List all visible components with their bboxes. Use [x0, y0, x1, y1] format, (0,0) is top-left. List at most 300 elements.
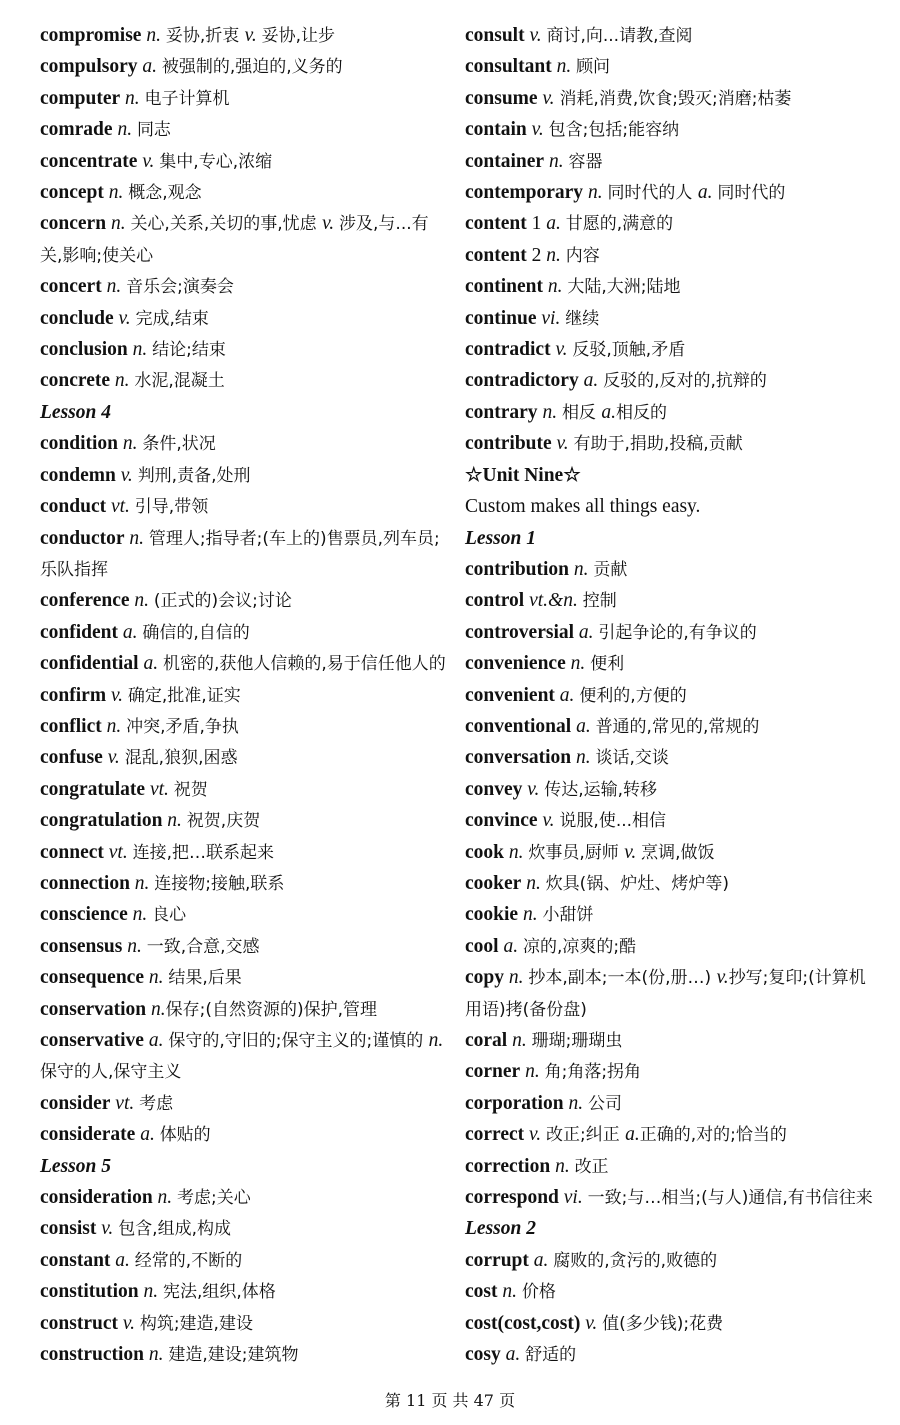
headword: consensus [40, 935, 123, 957]
headword: cookie [465, 904, 519, 926]
part-of-speech: n. [521, 872, 546, 894]
definition: 宪法,组织,体格 [162, 1282, 276, 1303]
vocab-entry [40, 899, 450, 930]
vocab-entry [40, 523, 450, 586]
vocab-entry [465, 240, 875, 271]
part-of-speech: n. [129, 590, 154, 612]
definition: 集中,专心,浓缩 [159, 151, 273, 172]
page-footer: 第 11 页 共 47 页 [384, 1391, 516, 1410]
headword: cool [465, 935, 499, 957]
headword: compromise [40, 25, 142, 46]
vocab-entry [40, 20, 450, 51]
vocab-entry [465, 554, 875, 585]
part-of-speech: n. [118, 433, 143, 455]
right-column [465, 20, 875, 1370]
vocab-entry [40, 1308, 450, 1339]
vocab-entry [40, 774, 450, 805]
headword: corner [465, 1061, 521, 1083]
sense-number: 2 [526, 244, 547, 266]
headword: connection [40, 872, 130, 894]
headword: compulsory [40, 56, 138, 78]
part-of-speech: vi. [536, 307, 566, 329]
definition: 炊事员,厨师 [528, 842, 625, 863]
part-of-speech: n. [141, 25, 166, 46]
vocab-entry [465, 1276, 875, 1307]
headword: cooker [465, 872, 522, 894]
definition: 包含,组成,构成 [118, 1219, 231, 1240]
lesson-text: Lesson 2 [465, 1218, 536, 1240]
definition: 良心 [152, 905, 187, 926]
part-of-speech: n. [504, 841, 529, 863]
part-of-speech: v. [524, 25, 547, 46]
headword: concern [40, 213, 107, 235]
headword: constant [40, 1249, 111, 1271]
definition: 腐败的,贪污的,败德的 [553, 1250, 718, 1271]
part-of-speech: v. [113, 307, 136, 329]
plain-text: Custom makes all things easy. [465, 496, 701, 518]
vocab-entry [40, 114, 450, 145]
definition: 炊具(锅、炉灶、烤炉等) [545, 873, 729, 894]
part-of-speech: n. [571, 747, 596, 769]
vocab-entry [465, 271, 875, 302]
definition: 改正 [574, 1156, 609, 1177]
part-of-speech: n. [544, 150, 569, 172]
vocab-entry [465, 648, 875, 679]
definition: 有助于,捐助,投稿,贡献 [573, 434, 743, 455]
vocab-entry [40, 680, 450, 711]
part-of-speech: n. [546, 244, 566, 266]
definition: 说服,使...相信 [559, 811, 667, 832]
vocab-entry [40, 303, 450, 334]
headword: corrupt [465, 1249, 529, 1271]
part-of-speech: a. [574, 621, 599, 643]
definition: 结果,后果 [168, 968, 242, 989]
definition: 水泥,混凝土 [134, 371, 225, 392]
headword: conscience [40, 904, 128, 926]
definition: 混乱,狼狈,困惑 [124, 748, 238, 769]
headword: consultant [465, 56, 552, 78]
vocab-entry [465, 20, 875, 51]
headword: confident [40, 621, 118, 643]
headword: consequence [40, 967, 144, 989]
vocab-entry [465, 83, 875, 114]
definition: 保守的,守旧的;保守主义的;谨慎的 [168, 1031, 429, 1051]
headword: consist [40, 1218, 97, 1240]
part-of-speech: n. [146, 998, 166, 1020]
part-of-speech: a. [110, 1249, 135, 1271]
part-of-speech: v. [322, 213, 340, 235]
headword: convince [465, 810, 538, 832]
vocab-entry [465, 680, 875, 711]
definition: 甘愿的,满意的 [565, 214, 674, 235]
vocab-entry [465, 962, 875, 1025]
part-of-speech: v. [524, 1124, 547, 1146]
definition: 连接物;接触,联系 [154, 873, 285, 894]
headword: contemporary [465, 182, 584, 204]
part-of-speech: n. [497, 1281, 522, 1303]
part-of-speech: v. [106, 684, 128, 706]
definition: 引起争论的,有争议的 [598, 622, 757, 643]
vocab-entry [465, 1182, 875, 1213]
vocab-entry [40, 994, 450, 1025]
definition: 一致,合意,交感 [146, 936, 260, 957]
vocab-entry [465, 742, 875, 773]
vocab-entry [40, 1339, 450, 1370]
headword: content [465, 244, 527, 266]
definition: 考虑 [139, 1093, 174, 1114]
part-of-speech: n. [144, 967, 169, 989]
unit-text: ☆Unit Nine☆ [465, 464, 581, 486]
part-of-speech: a. [601, 401, 616, 423]
headword: contain [465, 119, 527, 141]
vocab-entry [40, 1025, 450, 1088]
part-of-speech: n. [103, 182, 129, 204]
headword: correspond [465, 1187, 559, 1209]
vocab-entry [40, 177, 450, 208]
definition: 便利 [590, 654, 625, 675]
part-of-speech: a. [528, 1249, 554, 1271]
part-of-speech: n. [520, 1061, 545, 1083]
vocab-entry [40, 868, 450, 899]
definition: 连接,把…联系起来 [132, 842, 275, 863]
vocab-entry [40, 1182, 450, 1213]
vocab-entry [40, 711, 450, 742]
part-of-speech: n. [101, 276, 127, 298]
headword: consider [40, 1092, 111, 1114]
vocab-entry [40, 962, 450, 993]
headword: container [465, 150, 545, 172]
part-of-speech: n. [550, 1155, 575, 1177]
vocab-entry [465, 711, 875, 742]
lesson-text: Lesson 4 [40, 401, 111, 423]
vocab-entry [40, 1276, 450, 1307]
headword: computer [40, 87, 121, 109]
vocab-entry [465, 303, 875, 334]
definition: 小甜饼 [542, 905, 594, 926]
vocab-entry [465, 617, 875, 648]
definition: 妥协,让步 [261, 26, 336, 46]
part-of-speech: n. [563, 1092, 588, 1114]
part-of-speech: n. [129, 872, 155, 894]
headword: contradict [465, 339, 551, 361]
headword: coral [465, 1030, 508, 1051]
headword: contrary [465, 401, 538, 423]
part-of-speech: n. [144, 1344, 169, 1366]
vocab-entry [465, 1119, 875, 1150]
definition: 保存;(自然资源的)保护,管理 [165, 999, 378, 1020]
definition: 关心,关系,关切的事,忧虑 [130, 214, 323, 235]
vocab-entry [40, 931, 450, 962]
vocab-entry [465, 1025, 875, 1056]
vocab-entry [465, 177, 875, 208]
definition: 同时代的人 [607, 183, 698, 204]
lesson-heading [465, 523, 875, 554]
definition: 价格 [521, 1282, 556, 1303]
lesson-heading [465, 1213, 875, 1244]
headword: content [465, 213, 527, 235]
part-of-speech: n. [543, 276, 568, 298]
headword: constitution [40, 1281, 139, 1303]
headword: confirm [40, 684, 107, 706]
part-of-speech: a. [578, 370, 604, 392]
headword: congratulation [40, 810, 163, 832]
part-of-speech: a. [546, 213, 566, 235]
headword: correction [465, 1155, 551, 1177]
definition: 一致;与…相当;(与人)通信,有书信往来 [587, 1188, 873, 1209]
part-of-speech: n. [127, 339, 153, 361]
part-of-speech: n. [127, 904, 153, 926]
definition: 相反 [561, 402, 602, 423]
definition: 体贴的 [159, 1125, 211, 1146]
vocab-entry [40, 428, 450, 459]
vocab-entry [40, 83, 450, 114]
part-of-speech: a. [500, 1344, 526, 1366]
part-of-speech: n. [551, 56, 577, 78]
definition: 包含;包括;能容纳 [548, 120, 680, 141]
definition: 大陆,大洲;陆地 [567, 277, 681, 298]
vocab-entry [40, 742, 450, 773]
lesson-text: Lesson 5 [40, 1155, 111, 1177]
part-of-speech: a. [137, 56, 162, 78]
headword: consult [465, 25, 525, 46]
definition: 电子计算机 [144, 88, 230, 109]
vocab-entry [465, 365, 875, 396]
part-of-speech: v. [115, 464, 138, 486]
left-column [40, 20, 450, 1370]
vocab-entry [465, 334, 875, 365]
vocab-entry [465, 585, 875, 616]
definition: 凉的,凉爽的;酷 [522, 936, 637, 957]
part-of-speech: a. [498, 935, 523, 957]
definition: 普通的,常见的,常规的 [595, 716, 760, 737]
definition: 妥协,折衷 [165, 26, 245, 46]
part-of-speech: a. [118, 621, 143, 643]
part-of-speech: vt. [103, 841, 133, 863]
part-of-speech: v. [244, 25, 262, 46]
definition: 容器 [568, 151, 603, 172]
definition: 正确的,对的;恰当的 [639, 1125, 787, 1146]
definition: 顾问 [576, 57, 611, 78]
vocab-entry [40, 805, 450, 836]
definition: 控制 [582, 591, 617, 612]
vocab-entry [40, 146, 450, 177]
headword: connect [40, 841, 104, 863]
definition: 涉及,与...有关,影响;使关心 [40, 214, 429, 266]
definition: 舒适的 [525, 1345, 577, 1366]
definition: 构筑;建造,建设 [139, 1313, 253, 1334]
definition: 商讨,向...请教,查阅 [546, 26, 693, 46]
definition: 确信的,自信的 [142, 622, 250, 643]
part-of-speech: vi. [558, 1187, 588, 1209]
part-of-speech: v. [537, 810, 560, 832]
definition: 音乐会;演奏会 [126, 277, 234, 298]
headword: correct [465, 1124, 525, 1146]
headword: congratulate [40, 778, 146, 800]
vocab-entry [40, 491, 450, 522]
definition: 结论;结束 [152, 340, 226, 361]
headword: conclude [40, 307, 114, 329]
definition: 抄本,副本;一本(份,册…) [528, 968, 717, 989]
part-of-speech: n. [101, 715, 127, 737]
vocab-entry [40, 208, 450, 271]
definition: 管理人;指导者;(车上的)售票员,列车员;乐队指挥 [40, 528, 440, 580]
vocab-entry [40, 837, 450, 868]
part-of-speech: n. [428, 1030, 444, 1051]
definition: 祝贺 [173, 779, 208, 800]
headword: concert [40, 276, 102, 298]
part-of-speech: n. [138, 1281, 163, 1303]
definition: 建造,建设;建筑物 [168, 1345, 299, 1366]
headword: concept [40, 182, 104, 204]
vocab-entry [465, 51, 875, 82]
part-of-speech: v. [137, 150, 160, 172]
lesson-heading [40, 1151, 450, 1182]
headword: concentrate [40, 150, 138, 172]
definition: 烹调,做饭 [641, 842, 715, 863]
headword: construct [40, 1312, 118, 1334]
definition: 同志 [136, 120, 171, 141]
lesson-heading [40, 397, 450, 428]
part-of-speech: n. [507, 1030, 532, 1051]
definition: 内容 [565, 245, 600, 266]
part-of-speech: v. [522, 778, 545, 800]
vocab-entry [40, 51, 450, 82]
definition: (正式的)会议;讨论 [153, 591, 292, 612]
part-of-speech: vt. [110, 1092, 140, 1114]
headword: cook [465, 841, 504, 863]
headword: condemn [40, 464, 116, 486]
sense-number: 1 [526, 213, 547, 235]
vocab-entry [465, 428, 875, 459]
headword: conductor [40, 527, 125, 549]
headword: controversial [465, 621, 575, 643]
vocab-entry [40, 1213, 450, 1244]
part-of-speech: n. [112, 119, 137, 141]
headword: cosy [465, 1344, 501, 1366]
headword: conference [40, 590, 130, 612]
vocab-entry [465, 1308, 875, 1339]
part-of-speech: a. [554, 684, 580, 706]
vocab-entry [40, 1245, 450, 1276]
definition: 值(多少钱);花费 [602, 1313, 724, 1334]
part-of-speech: a. [697, 182, 718, 204]
headword: convenient [465, 684, 555, 706]
vocab-entry [40, 617, 450, 648]
part-of-speech: n. [162, 810, 187, 832]
part-of-speech: v. [102, 747, 125, 769]
headword: conflict [40, 715, 102, 737]
part-of-speech: v. [526, 119, 549, 141]
part-of-speech: vt. [145, 778, 174, 800]
part-of-speech: v. [537, 87, 560, 109]
headword: consume [465, 87, 538, 109]
headword: convey [465, 778, 523, 800]
part-of-speech: v. [96, 1218, 119, 1240]
definition: 保守的人,保守主义 [40, 1062, 182, 1083]
part-of-speech: n. [569, 558, 594, 580]
headword: consideration [40, 1187, 153, 1209]
part-of-speech: vt.&n. [524, 590, 583, 612]
vocab-entry [40, 460, 450, 491]
definition: 完成,结束 [135, 308, 209, 329]
part-of-speech: vt. [106, 496, 135, 518]
part-of-speech: a. [138, 653, 163, 675]
part-of-speech: n. [565, 653, 591, 675]
part-of-speech: n. [124, 527, 149, 549]
part-of-speech: n. [110, 370, 135, 392]
definition: 抄写;复印;(计算机用语)拷(备份盘) [465, 968, 866, 1020]
vocab-entry [465, 868, 875, 899]
headword: contribute [465, 433, 552, 455]
part-of-speech: v. [716, 967, 729, 989]
headword: cost [465, 1281, 498, 1303]
headword: conventional [465, 715, 572, 737]
headword: copy [465, 967, 504, 989]
part-of-speech: n. [106, 213, 131, 235]
headword: convenience [465, 653, 566, 675]
headword: concrete [40, 370, 111, 392]
vocab-entry [40, 1119, 450, 1150]
vocab-entry [465, 114, 875, 145]
definition: 消耗,消费,饮食;毁灭;消磨;枯萎 [559, 88, 792, 109]
headword: conservation [40, 998, 147, 1020]
vocab-entry [465, 1245, 875, 1276]
vocab-entry [465, 899, 875, 930]
vocab-entry [465, 931, 875, 962]
part-of-speech: n. [504, 967, 529, 989]
part-of-speech: v. [551, 433, 574, 455]
definition: 判刑,责备,处刑 [137, 465, 251, 486]
definition: 传达,运输,转移 [544, 779, 658, 800]
vocab-entry [40, 271, 450, 302]
motto-line [465, 491, 875, 522]
part-of-speech: n. [537, 401, 562, 423]
vocab-entry [465, 146, 875, 177]
lesson-text: Lesson 1 [465, 527, 536, 549]
vocab-entry [465, 805, 875, 836]
vocab-entry [40, 365, 450, 396]
headword: continue [465, 307, 537, 329]
headword: control [465, 590, 525, 612]
part-of-speech: a. [571, 715, 596, 737]
vocab-entry [465, 837, 875, 868]
part-of-speech: a. [625, 1124, 640, 1146]
headword: continent [465, 276, 543, 298]
part-of-speech: v. [580, 1312, 603, 1334]
unit-heading [465, 460, 875, 491]
vocab-entry [40, 585, 450, 616]
vocab-entry [465, 1088, 875, 1119]
definition: 机密的,获他人信赖的,易于信任他人的 [162, 654, 446, 675]
vocab-entry [465, 397, 875, 428]
definition: 被强制的,强迫的,义务的 [161, 57, 343, 78]
part-of-speech: v. [624, 841, 642, 863]
definition: 继续 [565, 308, 600, 329]
part-of-speech: v. [550, 339, 573, 361]
definition: 确定,批准,证实 [127, 685, 241, 706]
part-of-speech: a. [143, 1030, 169, 1051]
definition: 冲突,矛盾,争执 [126, 716, 239, 737]
definition: 谈话,交谈 [595, 748, 669, 769]
definition: 引导,带领 [134, 497, 209, 518]
definition: 经常的,不断的 [134, 1250, 243, 1271]
headword: considerate [40, 1124, 136, 1146]
vocab-entry [465, 1151, 875, 1182]
headword: conduct [40, 496, 107, 518]
part-of-speech: n. [122, 935, 147, 957]
definition: 考虑;关心 [177, 1188, 251, 1209]
part-of-speech: n. [152, 1187, 178, 1209]
